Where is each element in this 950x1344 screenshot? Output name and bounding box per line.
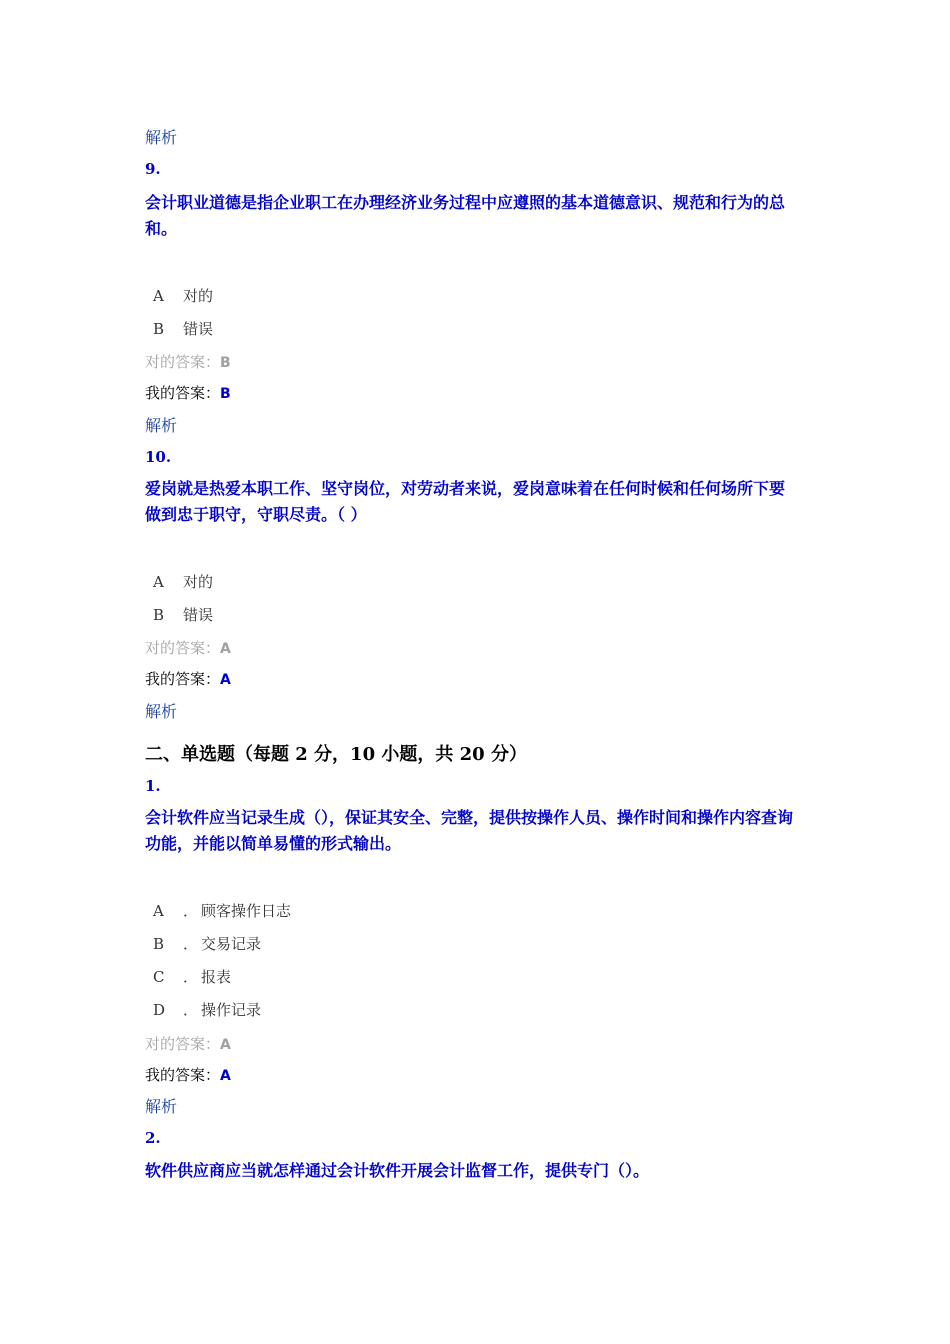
question-number: 2. (145, 1129, 161, 1147)
my-answer (145, 668, 231, 689)
option-text: 操作记录 (201, 1001, 262, 1019)
option-letter: D (153, 1001, 166, 1019)
option-dot: ． (183, 968, 199, 986)
analysis-link[interactable]: 解析 (145, 416, 178, 435)
option-letter: A (153, 573, 164, 591)
question-number: 10. (145, 448, 172, 466)
question-text: 爱岗就是热爱本职工作、坚守岗位，对劳动者来说，爱岗意味着在任何时候和任何场所下要做到忠于职守，守职尽责。（ ） (145, 479, 786, 524)
option-a[interactable] (145, 900, 291, 921)
option-letter: A (153, 287, 164, 305)
option-b[interactable] (145, 318, 213, 339)
analysis-link[interactable]: 解析 (145, 702, 178, 721)
my-answer-label: 我的答案： (145, 1066, 221, 1084)
option-text: 错误 (183, 320, 214, 338)
my-answer-value: B (220, 386, 231, 402)
correct-answer-value: A (220, 1037, 231, 1053)
option-letter: C (153, 968, 165, 986)
question-number: 9. (145, 160, 161, 178)
section-title: 二、单选题（每题 2 分，10 小题，共 20 分） (145, 744, 527, 765)
option-letter: B (153, 320, 165, 338)
analysis-link[interactable]: 解析 (145, 1097, 178, 1116)
my-answer-value: A (220, 1068, 231, 1084)
option-c[interactable] (145, 966, 231, 987)
question-text: 会计职业道德是指企业职工在办理经济业务过程中应遵照的基本道德意识、规范和行为的总和。 (145, 193, 786, 238)
option-letter: A (153, 902, 164, 920)
option-b[interactable] (145, 604, 213, 625)
question-text: 软件供应商应当就怎样通过会计软件开展会计监督工作，提供专门（）。 (145, 1161, 650, 1180)
option-letter: B (153, 606, 165, 624)
analysis-link[interactable]: 解析 (145, 128, 178, 147)
option-text: 交易记录 (201, 935, 262, 953)
option-dot: ． (183, 935, 199, 953)
option-letter: B (153, 935, 165, 953)
option-text: 顾客操作日志 (201, 902, 292, 920)
my-answer-label: 我的答案： (145, 670, 221, 688)
option-a[interactable] (145, 571, 213, 592)
correct-answer (145, 351, 231, 372)
correct-answer-value: A (220, 641, 231, 657)
my-answer (145, 1064, 231, 1085)
option-text: 对的 (183, 573, 214, 591)
question-text: 会计软件应当记录生成（），保证其安全、完整，提供按操作人员、操作时间和操作内容查询功能，并能以简单易懂的形式输出。 (145, 808, 794, 853)
question-number: 1. (145, 777, 161, 795)
option-dot: ． (183, 902, 199, 920)
correct-answer (145, 1033, 231, 1054)
correct-answer-value: B (220, 355, 231, 371)
correct-answer (145, 637, 231, 658)
option-d[interactable] (145, 999, 261, 1020)
option-text: 错误 (183, 606, 214, 624)
my-answer-label: 我的答案： (145, 384, 221, 402)
correct-answer-label: 对的答案： (145, 639, 221, 657)
option-b[interactable] (145, 933, 261, 954)
my-answer-value: A (220, 672, 231, 688)
option-text: 报表 (201, 968, 232, 986)
option-dot: ． (183, 1001, 199, 1019)
option-text: 对的 (183, 287, 214, 305)
correct-answer-label: 对的答案： (145, 353, 221, 371)
option-a[interactable] (145, 285, 213, 306)
my-answer (145, 382, 231, 403)
correct-answer-label: 对的答案： (145, 1035, 221, 1053)
